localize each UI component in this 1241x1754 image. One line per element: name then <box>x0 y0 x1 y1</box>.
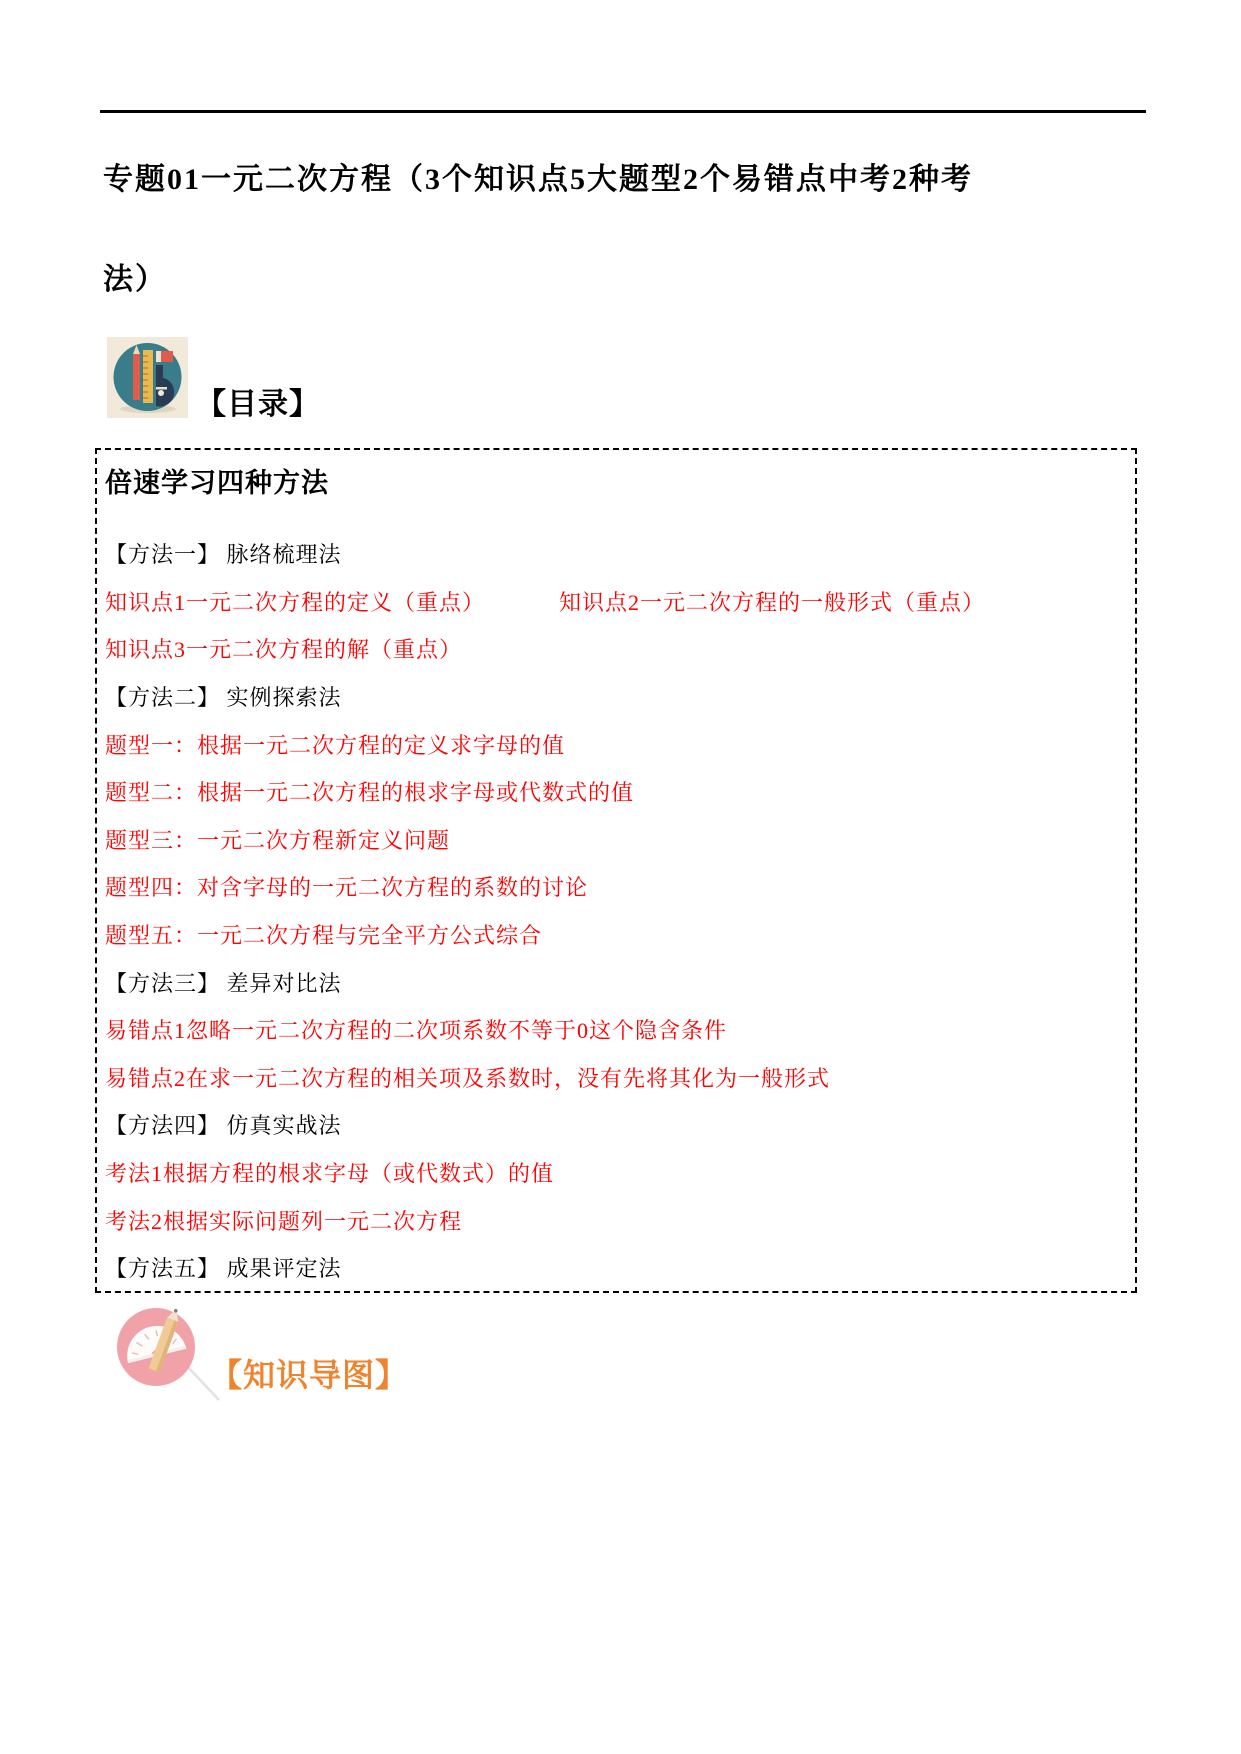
protractor-pencil-icon-svg <box>115 1306 225 1406</box>
header-rule <box>100 110 1146 113</box>
toc-item <box>105 720 1125 768</box>
toc-item-text: 【方法三】 差异对比法 <box>105 970 342 996</box>
toc-item <box>105 1101 1125 1149</box>
toc-item <box>105 863 1125 911</box>
toc-item-text: 【方法二】 实例探索法 <box>105 685 342 711</box>
toc-item-text: 易错点2在求一元二次方程的相关项及系数时，没有先将其化为一般形式 <box>105 1065 831 1091</box>
toc-item-text: 知识点1一元二次方程的定义（重点） <box>105 589 486 615</box>
toc-item-text-2: 知识点2一元二次方程的一般形式（重点） <box>559 589 986 615</box>
toc-box <box>95 448 1137 1293</box>
toc-item <box>105 1149 1125 1197</box>
mindmap-section-label: 【知识导图】 <box>210 1357 409 1393</box>
toc-item <box>105 578 1125 626</box>
pencil-ruler-protractor-icon-svg <box>107 337 188 418</box>
page-title: 专题01一元二次方程（3个知识点5大题型2个易错点中考2种考法） <box>103 163 973 296</box>
toc-item <box>105 768 1125 816</box>
toc-item-text: 【方法四】 仿真实战法 <box>105 1113 342 1139</box>
toc-item <box>105 1196 1125 1244</box>
toc-item-text: 【方法一】 脉络梳理法 <box>105 542 342 568</box>
toc-item <box>105 1006 1125 1054</box>
toc-item-text: 题型五：一元二次方程与完全平方公式综合 <box>105 923 543 949</box>
pencil-ruler-protractor-icon <box>107 337 188 418</box>
toc-item <box>105 911 1125 959</box>
toc-item <box>105 530 1125 578</box>
toc-item-text: 题型二：根据一元二次方程的根求字母或代数式的值 <box>105 780 635 806</box>
toc-item-text: 知识点3一元二次方程的解（重点） <box>105 637 463 663</box>
toc-item <box>105 816 1125 864</box>
toc-item-text: 题型三：一元二次方程新定义问题 <box>105 827 451 853</box>
toc-item <box>105 958 1125 1006</box>
toc-item-text: 题型四：对含字母的一元二次方程的系数的讨论 <box>105 875 589 901</box>
toc-item-text: 考法1根据方程的根求字母（或代数式）的值 <box>105 1161 555 1187</box>
toc-section-label: 【目录】 <box>196 388 320 421</box>
toc-item-text: 题型一：根据一元二次方程的定义求字母的值 <box>105 732 566 758</box>
toc-box-title: 倍速学习四种方法 <box>105 468 329 498</box>
toc-items <box>105 530 1125 1292</box>
toc-item <box>105 673 1125 721</box>
toc-item <box>105 1244 1125 1292</box>
protractor-pencil-icon <box>115 1306 225 1406</box>
toc-item <box>105 1054 1125 1102</box>
toc-item <box>105 625 1125 673</box>
toc-item-text: 考法2根据实际问题列一元二次方程 <box>105 1208 463 1234</box>
toc-item-text: 易错点1忽略一元二次方程的二次项系数不等于0这个隐含条件 <box>105 1018 728 1044</box>
toc-item-text: 【方法五】 成果评定法 <box>105 1256 342 1282</box>
